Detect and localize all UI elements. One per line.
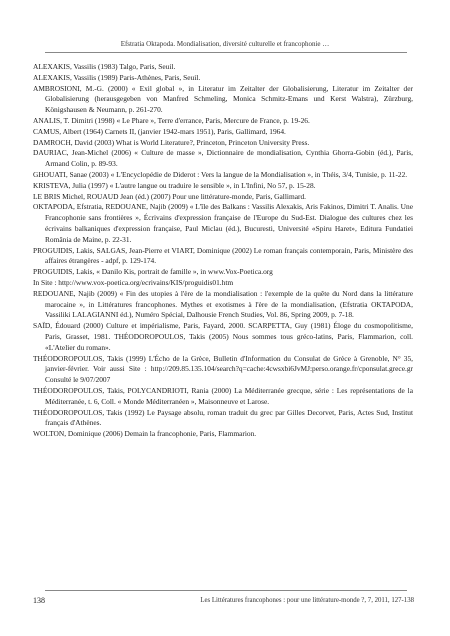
reference-entry: In Site : http://www.vox-poetica.org/ecrivains/KIS/proguidis01.htm	[33, 277, 234, 287]
reference-entry: DAURIAC, Jean-Michel (2006) « Culture de masse », Dictionnaire de mondialisation, Cynthia Ghorra-Gobin (éd.), Paris, Armand Colin, p. 89-93.	[33, 148, 413, 169]
reference-entry: THÉODOROPOULOS, Takis (1999) L'Écho de la Grèce, Bulletin d'Information du Consulat de Grèce à Grenoble, N° 35, janvier-février. Voir aussi Site : http://209.85.135.104/search?q=cache:4cwsxbi6JvMJ:perso.orange.fr/cponsulat.grece.gr Consulté le 9/07/2007	[33, 353, 413, 385]
journal-citation: Les Littératures francophones : pour une littérature-monde ?, 7, 2011, 127-138	[200, 597, 414, 604]
reference-entry: PROGUIDIS, Lakis, SALGAS, Jean-Pierre et VIART, Dominique (2002) Le roman français contemporain, Paris, Ministère des affaires étrangères - adpf, p. 129-174.	[33, 245, 413, 266]
running-header: Efstratia Oktapoda. Mondialisation, diversité culturelle et francophonie …	[120, 40, 330, 48]
reference-entry: WOLTON, Dominique (2006) Demain la francophonie, Paris, Flammarion.	[33, 429, 257, 439]
bibliography-list	[33, 62, 413, 440]
page-number: 138	[33, 596, 45, 605]
header-rule	[45, 52, 407, 53]
reference-entry: AMBROSIONI, M.-G. (2000) « Exil global », in Literatur im Zeitalter der Globalisierung, Literatur im Zeitalter der Globalisierung (herausgegeben von Manfred Schmeling, Monica Schmitz-Emans und Kerst Walstra), Zürzburg, Königshausen & Neumann, p. 261-270.	[33, 83, 413, 115]
reference-entry: REDOUANE, Najib (2009) « Fin des utopies à l'ère de la mondialisation : l'exemple de la quête du Nord dans la littérature marocaine », in Littératures francophones. Mythes et exotismes à l'ère de la mondialisation, (Efstratia OKTAPODA, Vassiliki LALAGIANNI éd.), Numéro Spécial, Dalhousie French Studies, Vol. 86, Spring 2009, p. 7-18.	[33, 288, 413, 320]
reference-entry: KRISTEVA, Julia (1997) « L'autre langue ou traduire le sensible », in L'Infini, No 57, p. 15-28.	[33, 180, 316, 190]
reference-entry: PROGUIDIS, Lakis, « Danilo Kis, portrait de famille », in www.Vox-Poetica.org	[33, 267, 273, 277]
reference-entry: CAMUS, Albert (1964) Carnets II, (janvier 1942-mars 1951), Paris, Gallimard, 1964.	[33, 126, 286, 136]
reference-entry: ALEXAKIS, Vassilis (1983) Talgo, Paris, Seuil.	[33, 62, 176, 71]
reference-entry: OKTAPODA, Efstratia, REDOUANE, Najib (2009) « L'île des Balkans : Vassilis Alexakis, Aris Fakinos, Dimitri T. Analis. Une Francophonie sans frontières », Écrivains d'expression française de l'Europe du Sud-Est. Dialogue des cultures chez les écrivains balkaniques d'expression française, Paul Miclau (éd.), Bucuresti, Université «Spiru Haret», Editura Fundatiei România de Maine, p. 22-31.	[33, 202, 413, 244]
reference-entry: ALEXAKIS, Vassilis (1989) Paris-Athènes, Paris, Seuil.	[33, 72, 201, 82]
reference-entry: ANALIS, T. Dimitri (1998) « Le Phare », Terre d'errance, Paris, Mercure de France, p. 19-26.	[33, 115, 310, 125]
reference-entry: GHOUATI, Sanae (2003) « L'Encyclopédie de Diderot : Vers la langue de la Mondialisation », in Théis, 3/4, Tunisie, p. 11-22.	[33, 169, 408, 179]
reference-entry: THÉODOROPOULOS, Takis (1992) Le Paysage absolu, roman traduit du grec par Gilles Decorvet, Paris, Actes Sud, Institut français d'Athènes.	[33, 407, 413, 428]
reference-entry: LE BRIS Michel, ROUAUD Jean (éd.) (2007) Pour une littérature-monde, Paris, Gallimard.	[33, 191, 306, 201]
reference-entry: DAMROCH, David (2003) What is World Literature?, Princeton, Princeton University Press.	[33, 137, 310, 147]
reference-entry: SAÏD, Édouard (2000) Culture et impérialisme, Paris, Fayard, 2000. SCARPETTA, Guy (1981) Éloge du cosmopolitisme, Paris, Grasset, 1981. THÉODOROPOULOS, Takis (2005) Nous sommes tous gréco-latins, Paris, Flammarion, coll. «L'Atelier du roman».	[33, 321, 413, 352]
reference-entry: THÉODOROPOULOS, Takis, POLYCANDRIOTI, Rania (2000) La Méditerranée grecque, série : Les représentations de la Méditerranée, t. 6, Coll. « Monde Méditerranéen », Maisonneuve et Larose.	[33, 385, 413, 406]
footer-rule	[45, 590, 407, 591]
